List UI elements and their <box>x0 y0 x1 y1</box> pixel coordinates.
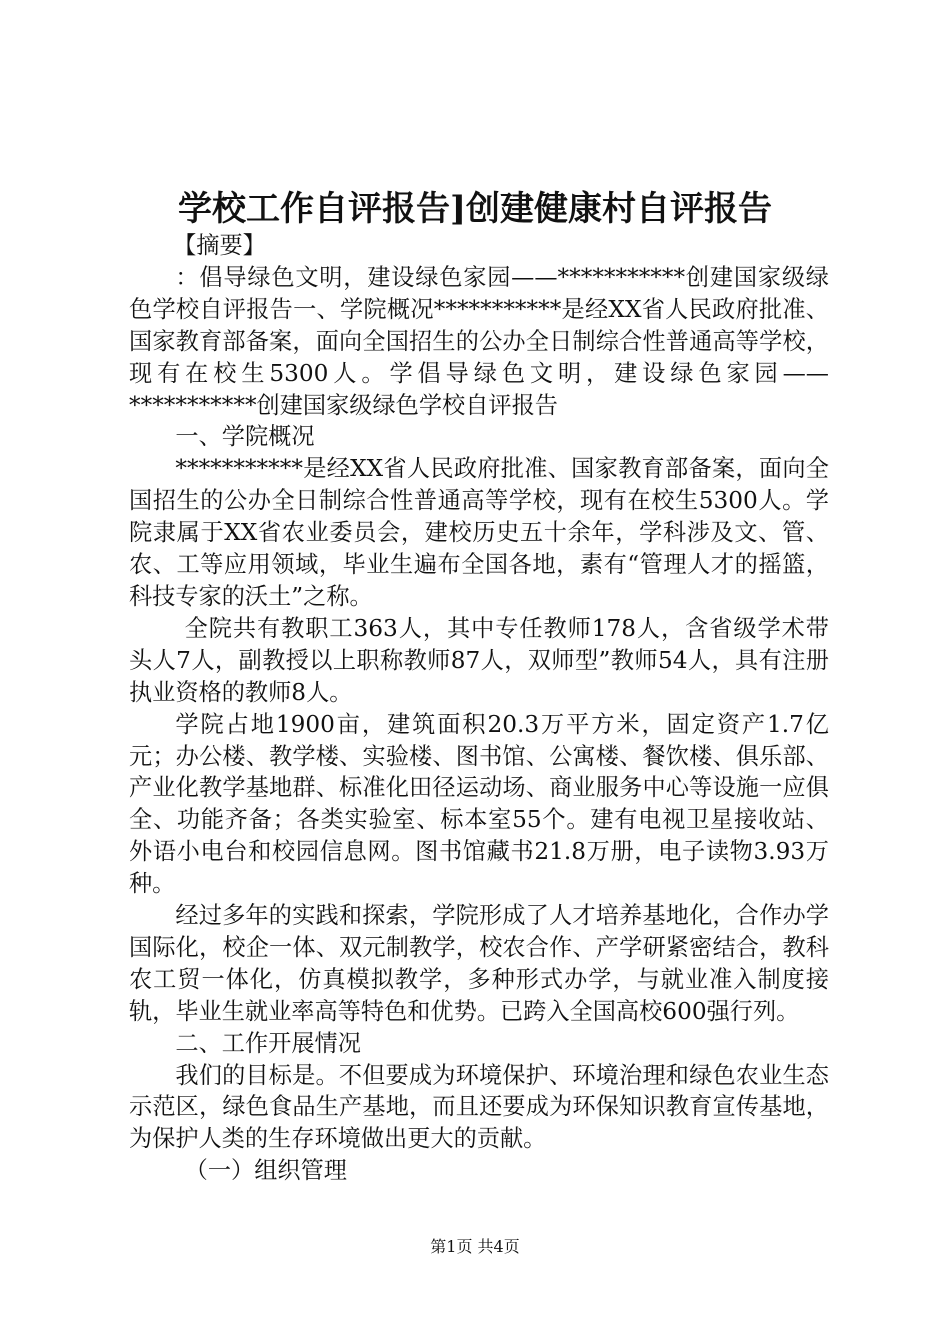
paragraph-features: 经过多年的实践和探索，学院形成了人才培养基地化，合作办学国际化，校企一体、双元制教学，校农合作、产学研紧密结合，教科农工贸一体化，仿真模拟教学，多种形式办学，与就业准入制度接轨，毕业生就业率高等特色和优势。已跨入全国高校600强行列。 <box>129 902 829 1025</box>
paragraph-facilities: 学院占地1900亩，建筑面积20.3万平方米，固定资产1.7亿元；办公楼、教学楼、实验楼、图书馆、公寓楼、餐饮楼、俱乐部、产业化教学基地群、标准化田径运动场、商业服务中心等设施一应俱全、功能齐备；各类实验室、标本室55个。建有电视卫星接收站、外语小电台和校园信息网。图书馆藏书21.8万册，电子读物3.93万种。 <box>129 710 829 898</box>
paragraph-overview: ***********是经XX省人民政府批准、国家教育部备案，面向全国招生的公办全日制综合性普通高等学校，现有在校生5300人。学院隶属于XX省农业委员会，建校历史五十余年，学科涉及文、管、农、工等应用领域，毕业生遍布全国各地，素有“管理人才的摇篮，科技专家的沃土”之称。 <box>129 455 829 610</box>
page-number-footer: 第1页 共4页 <box>430 1237 520 1256</box>
subsection-heading-organization: （一）组织管理 <box>184 1157 347 1185</box>
paragraph-goals: 我们的目标是。不但要成为环境保护、环境治理和绿色农业生态示范区，绿色食品生产基地，而且还要成为环保知识教育宣传基地，为保护人类的生存环境做出更大的贡献。 <box>129 1061 829 1153</box>
section-heading-overview: 一、学院概况 <box>175 423 315 451</box>
abstract-heading: 【摘要】 <box>173 232 266 259</box>
section-heading-work: 二、工作开展情况 <box>175 1029 361 1057</box>
document-title: 学校工作自评报告]创建健康村自评报告 <box>177 189 773 229</box>
abstract-paragraph: ：倡导绿色文明，建设绿色家园——***********创建国家级绿色学校自评报告一、学院概况***********是经XX省人民政府批准、国家教育部备案，面向全国招生的公办全日制综合性普通高等学校，现有在校生5300人。学倡导绿色文明，建设绿色家园——***********创建国家级绿色学校自评报告 <box>129 263 829 419</box>
document-body <box>129 230 829 1187</box>
paragraph-staff: 全院共有教职工363人，其中专任教师178人，含省级学术带头人7人，副教授以上职称教师87人，双师型”教师54人，具有注册执业资格的教师8人。 <box>129 614 829 706</box>
